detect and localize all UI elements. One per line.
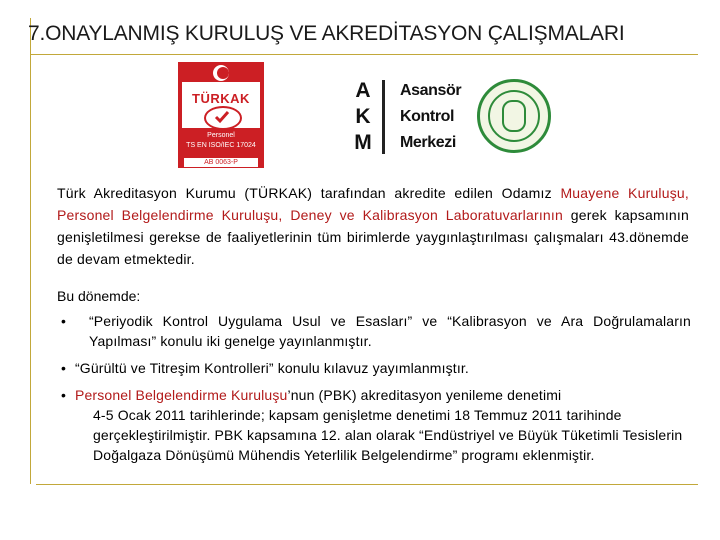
highlighted-text: Muayene Kuruluşu, Personel Belgelendirme Kuruluşu, Deney ve Kalibrasyon Laboratuvarlarının xyxy=(57,185,689,223)
left-rule xyxy=(30,18,31,484)
crescent-icon xyxy=(213,65,229,81)
chamber-seal-logo xyxy=(477,79,551,153)
intro-paragraph: Türk Akreditasyon Kurumu (TÜRKAK) tarafından akredite edilen Odamız Muayene Kuruluşu, Personel Belgelendirme Kuruluşu, Deney ve Kalibrasyon Laboratuvarlarının gerek kapsamının genişletilmesi gerekse de faaliyetlerinin tüm birimlerde yaygınlaştırılması çalışmaları 43.dönemde de devam etmektedir. xyxy=(57,185,689,267)
turkak-logo-line1: Personel xyxy=(207,132,235,139)
akm-logo-words: Asansör Kontrol Merkezi xyxy=(400,82,462,151)
period-label: Bu dönemde: xyxy=(57,288,141,304)
page-title: 7.ONAYLANMIŞ KURULUŞ VE AKREDİTASYON ÇALIŞMALARI xyxy=(28,22,625,45)
turkak-logo-code: AB 0063-P xyxy=(184,158,258,167)
akm-logo-letters: A K M xyxy=(354,79,372,154)
turkak-logo-word: TÜRKAK xyxy=(192,91,250,106)
bullet-icon: • xyxy=(61,313,67,329)
title-rule xyxy=(30,54,698,55)
turkak-logo-line2: TS EN ISO/IEC 17024 xyxy=(186,142,256,149)
bullet-icon: • xyxy=(61,387,67,403)
checkmark-icon xyxy=(204,106,242,130)
bullet-icon: • xyxy=(61,360,67,376)
turkak-logo xyxy=(178,62,264,168)
bottom-rule xyxy=(36,484,698,485)
seal-emblem-icon xyxy=(502,100,526,132)
akm-logo-bar xyxy=(382,80,385,154)
highlighted-text: Personel Belgelendirme Kuruluşu xyxy=(75,387,288,403)
